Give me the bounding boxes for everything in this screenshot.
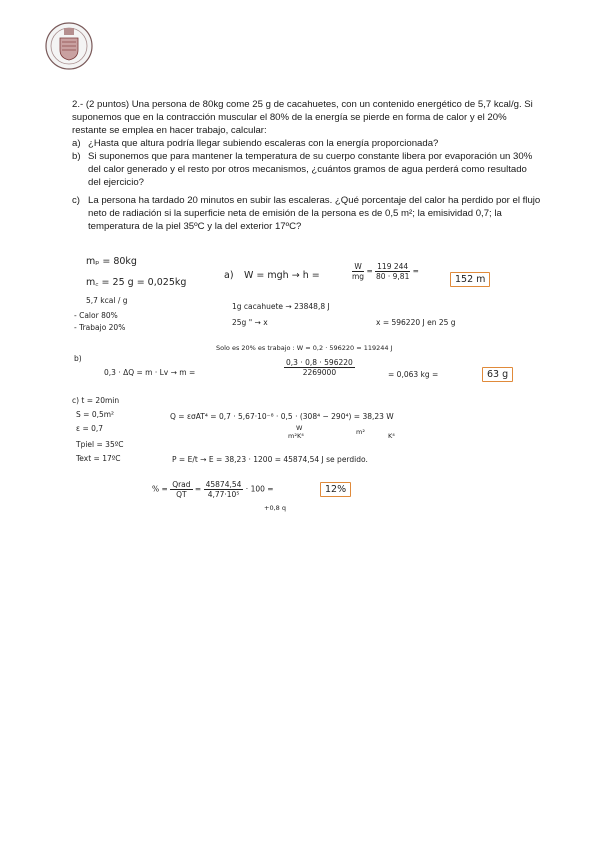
c-note: +0,8 q (264, 504, 286, 512)
b-label: b) (74, 354, 82, 363)
c-units2: m²K⁴ (288, 432, 304, 440)
c-units4: K⁴ (388, 432, 395, 440)
frac-den: QT (176, 490, 187, 499)
eq-sign: % = (152, 484, 168, 494)
frac-den: 4,77·10⁵ (207, 490, 240, 499)
handwritten-solution (52, 250, 548, 510)
a-eq1: W = mgh → h = (244, 270, 320, 281)
frac-num: 45874,54 (205, 480, 242, 489)
problem-item-a (72, 137, 542, 150)
problem-statement (72, 98, 542, 233)
item-text: La persona ha tardado 20 minutos en subir las escaleras. ¿Qué porcentaje del calor ha perdido por el flujo neto de radiación si la superficie neta de emisión de la persona es de 0,5 m²; la emisividad 0,7; la temperatura de la piel 35ºC y la del exterior 17ºC? (88, 195, 541, 232)
eq-sign: = (194, 484, 202, 494)
c-s: S = 0,5m² (76, 410, 115, 419)
c-units3: m² (356, 428, 365, 436)
data-energy: 5,7 kcal / g (86, 296, 128, 305)
item-label: c) (72, 195, 80, 206)
data-mc: m꜀ = 25 g = 0,025kg (86, 277, 187, 288)
c-result: 12% (320, 482, 351, 497)
b-fraction (284, 358, 355, 377)
b-result: 63 g (482, 367, 513, 382)
university-seal (44, 16, 94, 76)
a-result: 152 m (450, 272, 490, 287)
b-eq1: 0,3 · ΔQ = m · Lv → m = (104, 368, 196, 377)
eq-sign: = (412, 266, 419, 276)
c-eq1: Q = εσAT⁴ = 0,7 · 5,67·10⁻⁸ · 0,5 · (308⁴ − 290⁴) = 38,23 W (170, 412, 394, 421)
b-eq2: = 0,063 kg = (388, 370, 439, 379)
c-tpiel: Tpiel = 35ºC (76, 440, 124, 449)
frac-num: 0,3 · 0,8 · 596220 (286, 358, 353, 367)
frac-num: 119 244 (377, 262, 409, 271)
data-mp: mₚ = 80kg (86, 256, 137, 267)
data-work: - Trabajo 20% (74, 323, 126, 332)
c-label: c) t = 20min (72, 396, 120, 405)
c-eq2: P = E/t → E = 38,23 · 1200 = 45874,54 J se perdido. (172, 455, 368, 464)
c-eq3 (152, 480, 274, 499)
frac-num: Qrad (172, 480, 191, 489)
frac-den: 2269000 (302, 368, 337, 377)
a-line4: Solo es 20% es trabajo : W = 0,2 · 596220 = 119244 J (216, 344, 393, 352)
a-line2: 1g cacahuete → 23848,8 J (232, 302, 330, 311)
a-line3b: x = 596220 J en 25 g (376, 318, 456, 327)
problem-item-b (72, 150, 542, 189)
c-units1: W (296, 424, 303, 432)
item-label: b) (72, 151, 81, 162)
c-text: Text = 17ºC (76, 454, 121, 463)
frac-num: W (354, 262, 362, 271)
item-text: ¿Hasta que altura podría llegar subiendo escaleras con la energía proporcionada? (88, 138, 439, 149)
problem-item-c (72, 194, 542, 233)
eq-sign: = (366, 266, 373, 276)
a-fraction (352, 262, 419, 281)
c-e: ε = 0,7 (76, 424, 104, 433)
item-text: Si suponemos que para mantener la temperatura de su cuerpo constante libera por evaporación un 30% del calor generado y el resto por otros mecanismos, ¿cuántos gramos de agua perderá como resultado del ejercicio? (88, 151, 533, 188)
a-line3a: 25g " → x (232, 318, 268, 327)
eq-sign: · 100 = (245, 484, 274, 494)
frac-den: mg (352, 272, 365, 281)
item-label: a) (72, 138, 81, 149)
problem-intro: 2.- (2 puntos) Una persona de 80kg come 25 g de cacahuetes, con un contenido energético de 5,7 kcal/g. Si suponemos que en la contracción muscular el 80% de la energía se pierde en forma de calor y el 20% restante se emplea en hacer trabajo, calcular: (72, 99, 533, 136)
a-label: a) (224, 270, 234, 281)
frac-den: 80 · 9,81 (375, 272, 410, 281)
data-heat: - Calor 80% (74, 311, 118, 320)
